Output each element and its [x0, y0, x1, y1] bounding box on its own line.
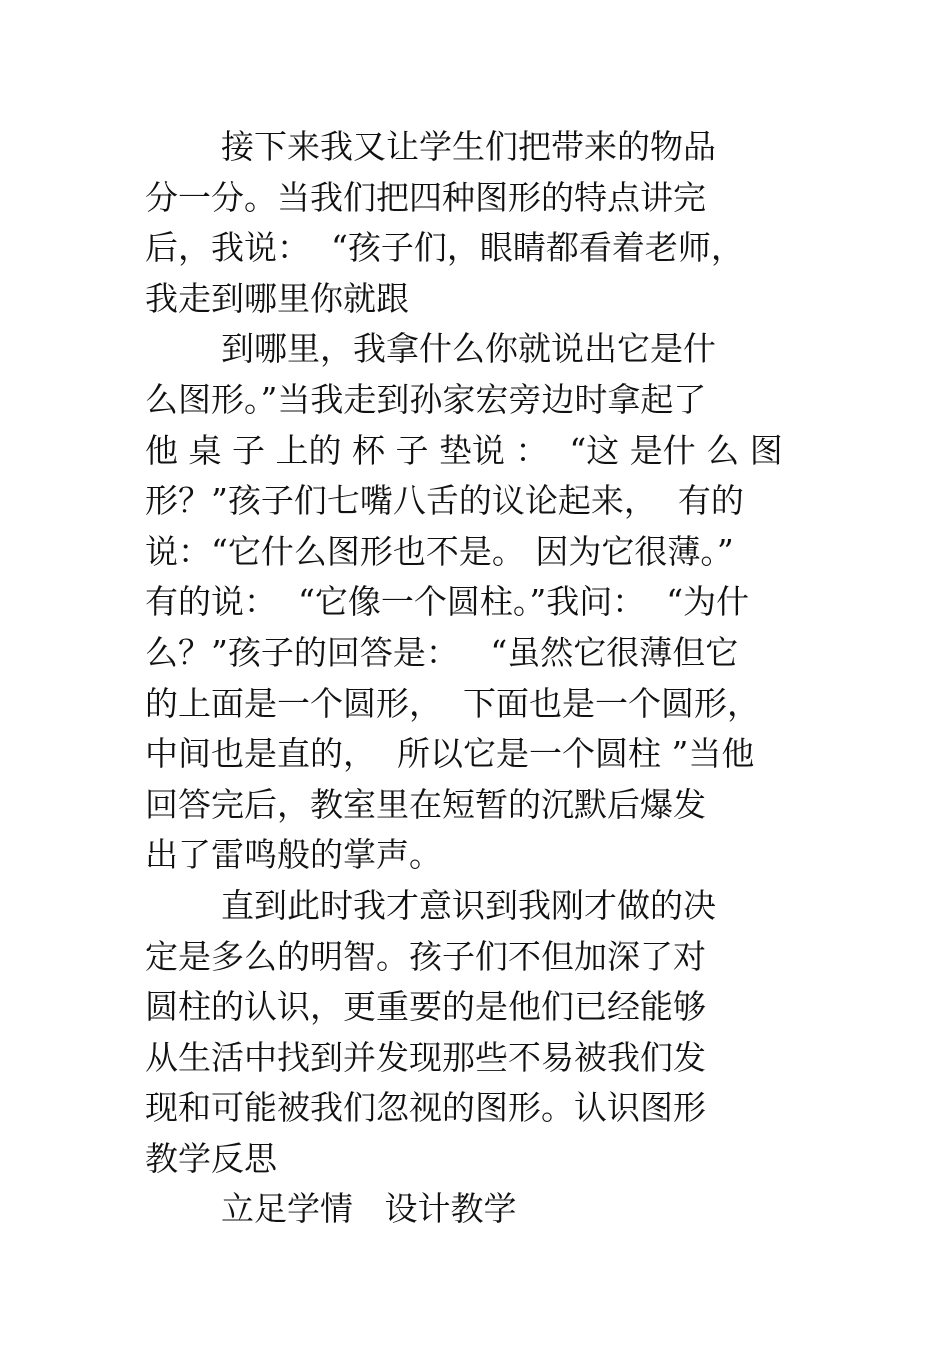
- text-line: 回答完后，教室里在短暂的沉默后爆发: [145, 784, 706, 824]
- text-line: 形？”孩子们七嘴八舌的议论起来， 有的: [145, 481, 744, 521]
- text-line: 有的说： “它像一个圆柱。”我问： “为什: [145, 582, 750, 622]
- text-line: 从生活中找到并发现那些不易被我们发: [145, 1037, 706, 1077]
- text-line: 教学反思: [145, 1138, 277, 1178]
- body-text: [145, 122, 815, 1235]
- text-line: 么图形。”当我走到孙家宏旁边时拿起了: [145, 379, 707, 419]
- text-line: 圆柱的认识，更重要的是他们已经能够: [145, 987, 706, 1027]
- text-line: 我走到哪里你就跟: [145, 278, 409, 318]
- text-line: 他 桌 子 上的 杯 子 垫说 ： “这 是什 么 图: [145, 430, 783, 470]
- text-line: 说：“它什么图形也不是。 因为它很薄。”: [145, 531, 734, 571]
- text-line: 的上面是一个圆形， 下面也是一个圆形，: [145, 683, 760, 723]
- text-line: 接下来我又让学生们把带来的物品: [221, 127, 716, 166]
- text-line: 么？”孩子的回答是： “虽然它很薄但它: [145, 632, 739, 672]
- text-line: 分一分。当我们把四种图形的特点讲完: [145, 177, 706, 217]
- text-line: 直到此时我才意识到我刚才做的决: [221, 885, 716, 925]
- text-line: 定是多么的明智。孩子们不但加深了对: [145, 936, 706, 976]
- text-line: 后，我说： “孩子们，眼睛都看着老师，: [145, 228, 744, 268]
- text-line: 现和可能被我们忽视的图形。认识图形: [145, 1088, 706, 1128]
- text-line: 到哪里，我拿什么你就说出它是什: [221, 329, 716, 369]
- text-line: 中间也是直的， 所以它是一个圆柱 ”当他: [145, 734, 755, 774]
- text-line: 出了雷鸣般的掌声。: [145, 835, 442, 875]
- section-heading: 立足学情 设计教学: [221, 1189, 517, 1229]
